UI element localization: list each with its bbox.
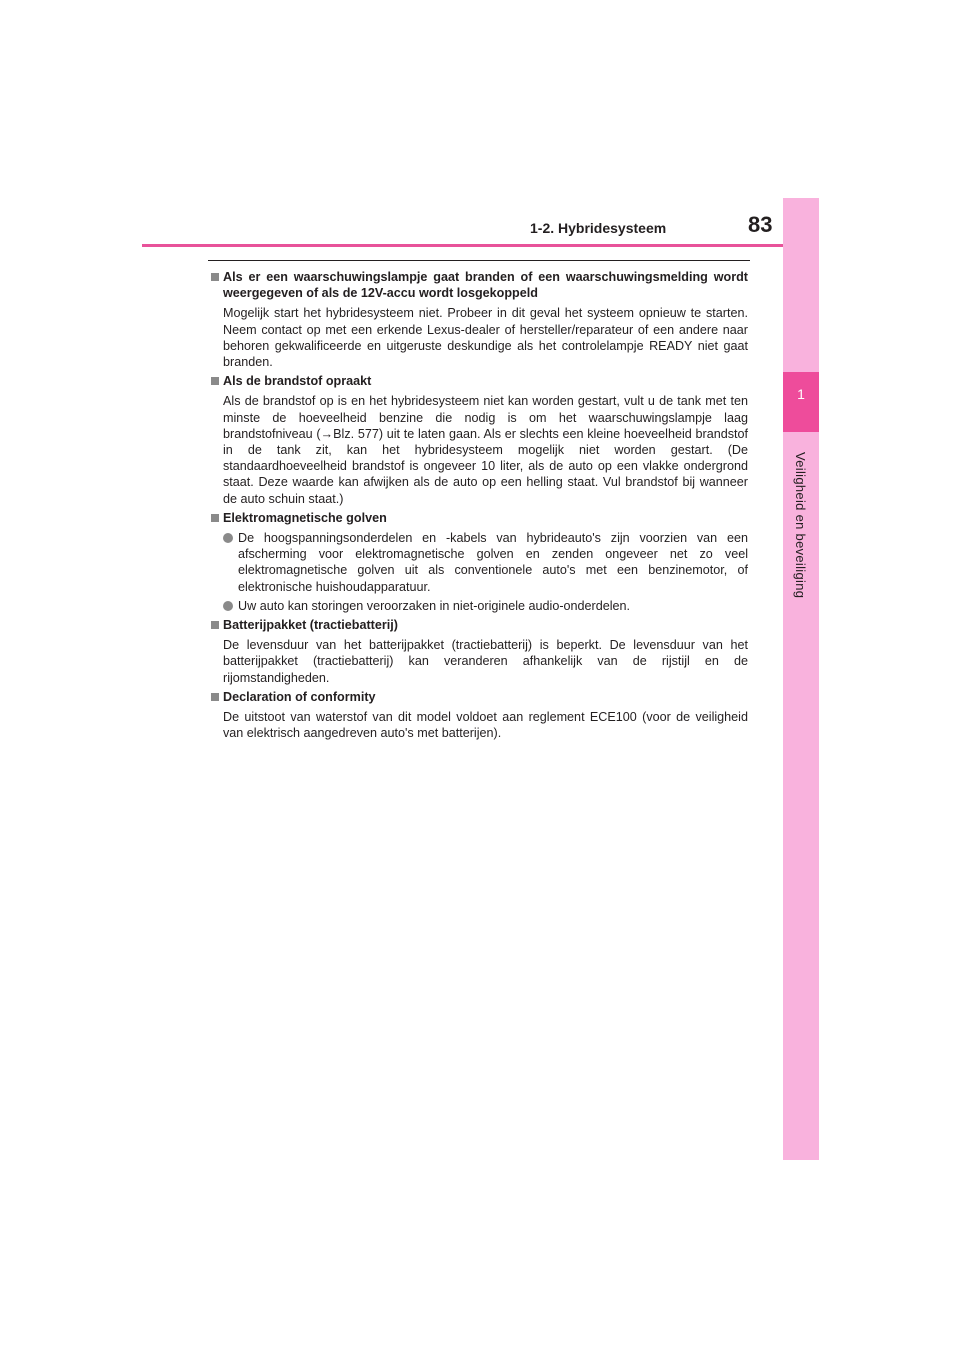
header-rule xyxy=(142,244,818,247)
section-declaration xyxy=(211,689,748,742)
circle-bullet-icon xyxy=(223,533,233,543)
section-text: De levensduur van het batterijpakket (tractiebatterij) is beperkt. De levensduur van het batterijpakket (tractiebatterij) kan veranderen afhankelijk van de rijstijl en de rijomstandigheden. xyxy=(223,638,748,685)
section-battery-pack xyxy=(211,617,748,686)
section-heading: Batterijpakket (tractiebatterij) xyxy=(211,617,748,633)
section-heading: Als er een waarschuwingslampje gaat branden of een waarschuwingsmelding wordt weergegeven of als de 12V-accu wordt losgekoppeld xyxy=(211,269,748,301)
side-strip xyxy=(783,198,819,1160)
section-electromagnetic-waves xyxy=(211,510,748,614)
section-text: De uitstoot van waterstof van dit model voldoet aan reglement ECE100 (voor de veiligheid van elektrisch aangedreven auto's met batterijen). xyxy=(223,710,748,741)
bullet-text: De hoogspanningsonderdelen en -kabels van hybrideauto's zijn voorzien van een afscherming voor elektromagnetische golven en zenden ongeveer net zo veel elektromagnetische golven uit als conventionele auto's met een benzinemotor, of elektronische huishoudapparatuur. xyxy=(238,531,748,594)
content-top-rule xyxy=(208,260,750,261)
section-warning-lamp xyxy=(211,269,748,370)
content-body xyxy=(211,269,748,744)
section-heading: Declaration of conformity xyxy=(211,689,748,705)
chapter-number: 1 xyxy=(797,386,805,402)
section-fuel-runout xyxy=(211,373,748,507)
chapter-tab xyxy=(783,372,819,432)
page-number: 83 xyxy=(748,212,773,237)
section-heading: Als de brandstof opraakt xyxy=(211,373,748,389)
section-heading: Elektromagnetische golven xyxy=(211,510,748,526)
chapter-label: Veiligheid en beveiliging xyxy=(793,452,808,599)
section-title: 1-2. Hybridesysteem xyxy=(530,220,667,236)
section-text: Mogelijk start het hybridesysteem niet. Probeer in dit geval het systeem opnieuw te starten. Neem contact op met een erkende Lexus-dealer of hersteller/reparateur of een andere naar behoren gekwalificeerde en uitgeruste deskundige als het controlelampje READY niet gaat branden. xyxy=(223,306,748,370)
section-text: Als de brandstof op is en het hybridesysteem niet kan worden gestart, vult u de tank met ten minste de hoeveelheid benzine die nodig is om het waarschuwingslampje laag brandstofniveau (→Blz. 577) uit te laten gaan. Als er slechts een kleine hoeveelheid brandstof in de tank zit, kan het hybridesysteem mogelijk niet worden gestart. (De standaardhoeveelheid brandstof is ongeveer 10 liter, als de auto op een vlakke ondergrond staat. Deze waarde kan afwijken als de auto op een helling staat. Vul brandstof bij wanneer de auto schuin staat.) xyxy=(223,394,748,506)
bullet-item xyxy=(211,598,748,614)
bullet-text: Uw auto kan storingen veroorzaken in niet-originele audio-onderdelen. xyxy=(238,598,631,613)
circle-bullet-icon xyxy=(223,601,233,611)
bullet-item xyxy=(211,530,748,595)
